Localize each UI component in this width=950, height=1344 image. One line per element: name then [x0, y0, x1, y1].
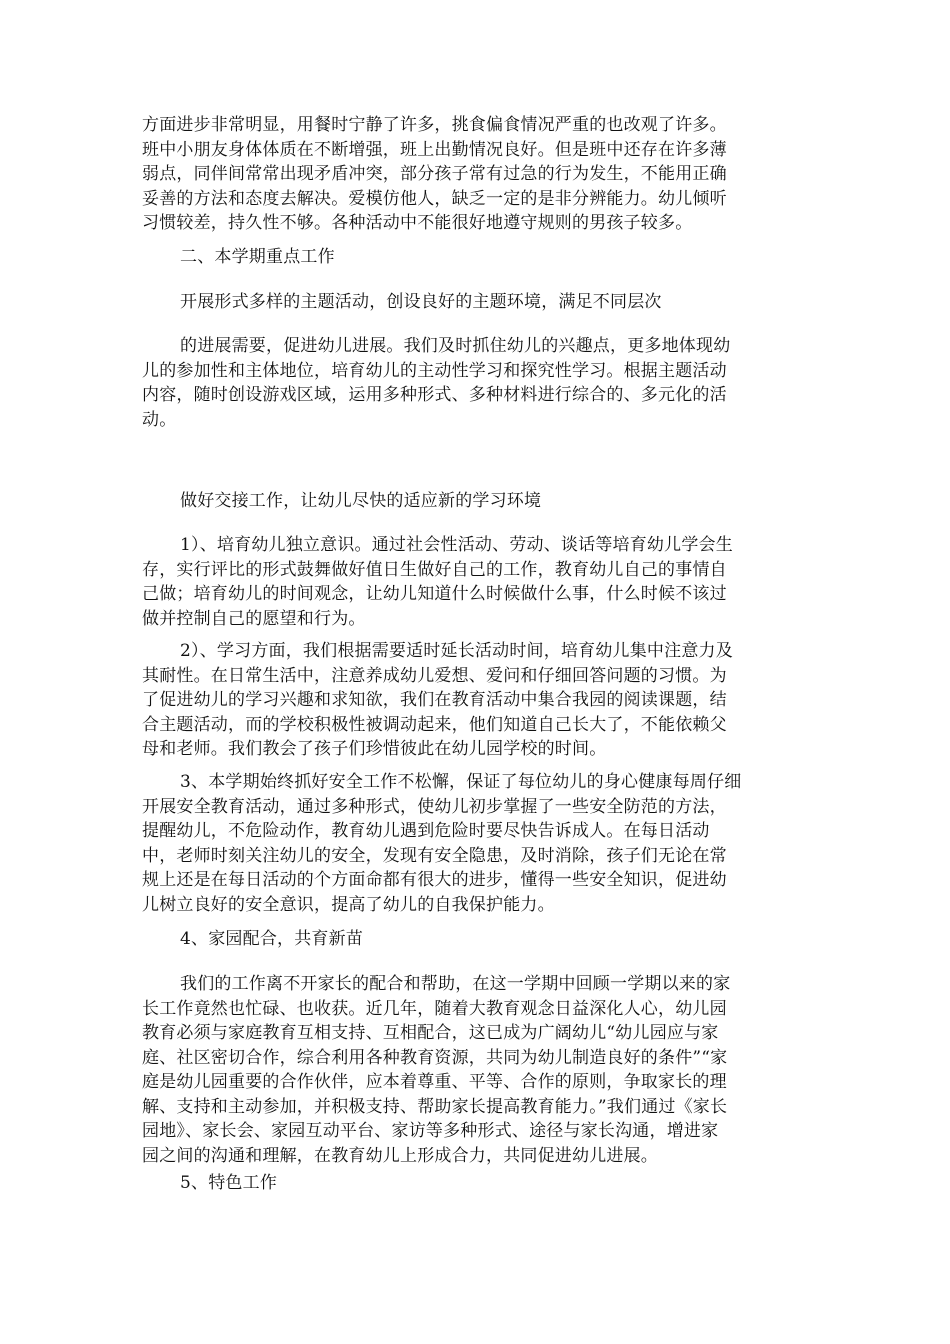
subheading-transition-work [0, 489, 541, 514]
text-line: 儿的参加性和主体地位，培育幼儿的主动性学习和探究性学习。根据主题活动 [142, 360, 727, 381]
text-line: 动。 [142, 409, 177, 430]
text-line: 2）、学习方面，我们根据需要适时延长活动时间，培育幼儿集中注意力及 [180, 641, 733, 661]
text-line: 4、家园配合，共育新苗 [180, 929, 364, 949]
text-line: 5、特色工作 [180, 1173, 278, 1193]
text-line: 内容，随时创设游戏区域，运用多种形式、多种材料进行综合的、多元化的活 [142, 385, 727, 405]
text-line: 庭、社区密切合作，综合利用各种教育资源，共同为幼儿制造良好的条件”“家 [142, 1047, 728, 1068]
text-line: 教育必须与家庭教育互相支持、互相配合，这已成为广阔幼儿“幼儿园应与家 [142, 1023, 719, 1043]
text-line: 解、支持和主动参加，并积极支持、帮助家长提高教育能力。”我们通过《家长 [142, 1096, 728, 1117]
text-line: 做好交接工作，让幼儿尽快的适应新的学习环境 [180, 491, 542, 511]
text-line: 开展安全教育活动，通过多种形式，使幼儿初步掌握了一些安全防范的方法， [142, 796, 727, 817]
paragraph-class-situation [0, 113, 727, 236]
paragraph-home-cooperation [0, 972, 730, 1168]
paragraph-independence [0, 533, 733, 631]
text-line: 妥善的方法和态度去解决。爱模仿他人，缺乏一定的是非分辨能力。幼儿倾听 [142, 188, 727, 209]
text-line: 弱点，同伴间常常出现矛盾冲突，部分孩子常有过急的行为发生，不能用正确 [142, 164, 727, 184]
paragraph-theme-activities [0, 334, 730, 432]
text-line: 园之间的沟通和理解，在教育幼儿上形成合力，共同促进幼儿进展。 [142, 1145, 658, 1166]
text-line: 园地》、家长会、家园互动平台、家访等多种形式、途径与家长沟通，增进家 [142, 1121, 719, 1141]
text-line: 的进展需要，促进幼儿进展。我们及时抓住幼儿的兴趣点，更多地体现幼 [180, 336, 731, 356]
text-line: 我们的工作离不开家长的配合和帮助，在这一学期中回顾一学期以来的家 [180, 974, 731, 994]
subheading-special-work [0, 1171, 277, 1196]
text-line: 其耐性。在日常生活中，注意养成幼儿爱想、爱问和仔细回答问题的习惯。为 [142, 665, 727, 686]
paragraph-learning [0, 639, 733, 762]
text-line: 习惯较差，持久性不够。各种活动中不能很好地遵守规则的男孩子较多。 [142, 213, 693, 233]
text-line: 提醒幼儿，不危险动作，教育幼儿遇到危险时要尽快告诉成人。在每日活动 [142, 821, 710, 841]
text-line: 做并控制自己的愿望和行为。 [142, 608, 366, 629]
text-line: 母和老师。我们教会了孩子们珍惜彼此在幼儿园学校的时间。 [142, 739, 607, 759]
text-line: 中，老师时刻关注幼儿的安全，发现有安全隐患，及时消除，孩子们无论在常 [142, 845, 727, 866]
paragraph-theme-activities-intro [0, 290, 662, 315]
text-line: 存，实行评比的形式鼓舞做好值日生做好自己的工作，教育幼儿自己的事情自 [142, 559, 727, 580]
text-line: 方面进步非常明显，用餐时宁静了许多，挑食偏食情况严重的也改观了许多。 [142, 115, 727, 135]
text-line: 庭是幼儿园重要的合作伙伴，应本着尊重、平等、合作的原则，争取家长的理 [142, 1072, 727, 1092]
text-line: 二、本学期重点工作 [180, 247, 335, 267]
text-line: 开展形式多样的主题活动，创设良好的主题环境，满足不同层次 [180, 292, 662, 312]
text-line: 合主题活动，而的学校积极性被调动起来，他们知道自己长大了，不能依赖父 [142, 714, 727, 735]
text-line: 1）、培育幼儿独立意识。通过社会性活动、劳动、谈话等培育幼儿学会生 [180, 535, 733, 555]
section-heading-key-work [0, 245, 335, 270]
text-line: 长工作竟然也忙碌、也收获。近几年，随着大教育观念日益深化人心，幼儿园 [142, 998, 727, 1019]
text-line: 班中小朋友身体体质在不断增强，班上出勤情况良好。但是班中还存在许多薄 [142, 139, 727, 160]
paragraph-safety [0, 770, 741, 917]
text-line: 了促进幼儿的学习兴趣和求知欲，我们在教育活动中集合我园的阅读课题，结 [142, 690, 727, 710]
text-line: 己做；培育幼儿的时间观念，让幼儿知道什么时候做什么事，什么时候不该过 [142, 584, 727, 604]
text-line: 3、本学期始终抓好安全工作不松懈，保证了每位幼儿的身心健康每周仔细 [180, 772, 742, 792]
text-line: 规上还是在每日活动的个方面命都有很大的进步，懂得一些安全知识，促进幼 [142, 870, 727, 890]
text-line: 儿树立良好的安全意识，提高了幼儿的自我保护能力。 [142, 894, 555, 915]
subheading-home-cooperation [0, 927, 363, 952]
